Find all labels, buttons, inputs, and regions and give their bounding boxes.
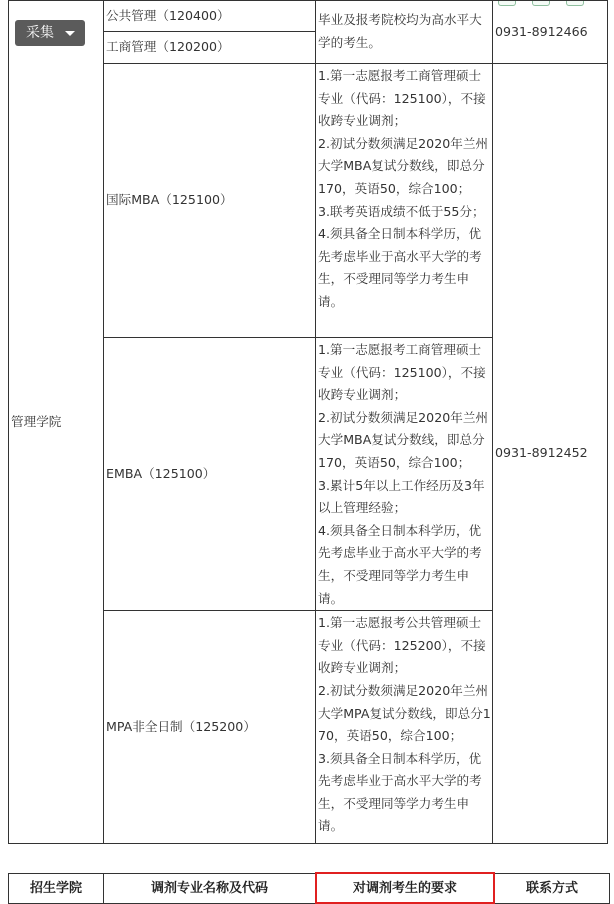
header-contact: 联系方式 — [494, 873, 610, 903]
major-cell: MPA非全日制（125200） — [104, 611, 316, 844]
requirement-item: 1.第一志愿报考公共管理硕士专业（代码：125200），不接收跨专业调剂； — [318, 615, 486, 676]
major-cell: EMBA（125100） — [104, 338, 316, 611]
requirements-cell — [316, 64, 493, 338]
requirement-item: 3.须具备全日制本科学历，优先考虑毕业于高水平大学的考生，不受理同等学力考生申请。 — [318, 750, 482, 834]
requirement-item: 4.须具备全日制本科学历，优先考虑毕业于高水平大学的考生，不受理同等学力考生申请。 — [318, 522, 482, 606]
requirements-cell: 毕业及报考院校均为高水平大学的考生。 — [316, 1, 493, 64]
header-major: 调剂专业名称及代码 — [104, 873, 317, 903]
adjustment-table — [8, 0, 608, 844]
requirements-cell — [316, 611, 493, 844]
chevron-down-icon — [65, 31, 75, 36]
header-table — [8, 872, 610, 904]
college-cell: 管理学院 — [9, 1, 104, 844]
major-cell: 工商管理（120200） — [104, 32, 316, 64]
header-requirements: 对调剂考生的要求 — [316, 873, 494, 903]
requirements-cell — [316, 338, 493, 611]
requirement-item: 2.初试分数须满足2020年兰州大学MBA复试分数线，即总分170，英语50，综合100； — [318, 409, 489, 470]
contact-cell: 0931-8912452 — [493, 64, 608, 844]
contact-cell: 0931-8912466 — [493, 1, 608, 64]
header-college: 招生学院 — [9, 873, 104, 903]
collect-button[interactable] — [15, 20, 85, 46]
header-row — [9, 873, 610, 903]
major-cell: 国际MBA（125100） — [104, 64, 316, 338]
requirement-item: 1.第一志愿报考工商管理硕士专业（代码：125100），不接收跨专业调剂； — [318, 342, 486, 403]
collect-button-label: 采集 — [26, 25, 54, 41]
major-cell: 公共管理（120400） — [104, 1, 316, 32]
requirement-item: 2.初试分数须满足2020年兰州大学MBA复试分数线，即总分170，英语50，综合100； — [318, 135, 489, 196]
requirement-item: 1.第一志愿报考工商管理硕士专业（代码：125100），不接收跨专业调剂； — [318, 68, 486, 129]
requirement-item: 3.累计5年以上工作经历及3年以上管理经验； — [318, 477, 485, 516]
requirement-item: 4.须具备全日制本科学历，优先考虑毕业于高水平大学的考生，不受理同等学力考生申请。 — [318, 226, 482, 309]
table-row — [9, 1, 608, 32]
requirement-item: 2.初试分数须满足2020年兰州大学MPA复试分数线，即总分170，英语50，综合100； — [318, 682, 491, 744]
requirement-item: 3.联考英语成绩不低于55分； — [318, 203, 485, 219]
